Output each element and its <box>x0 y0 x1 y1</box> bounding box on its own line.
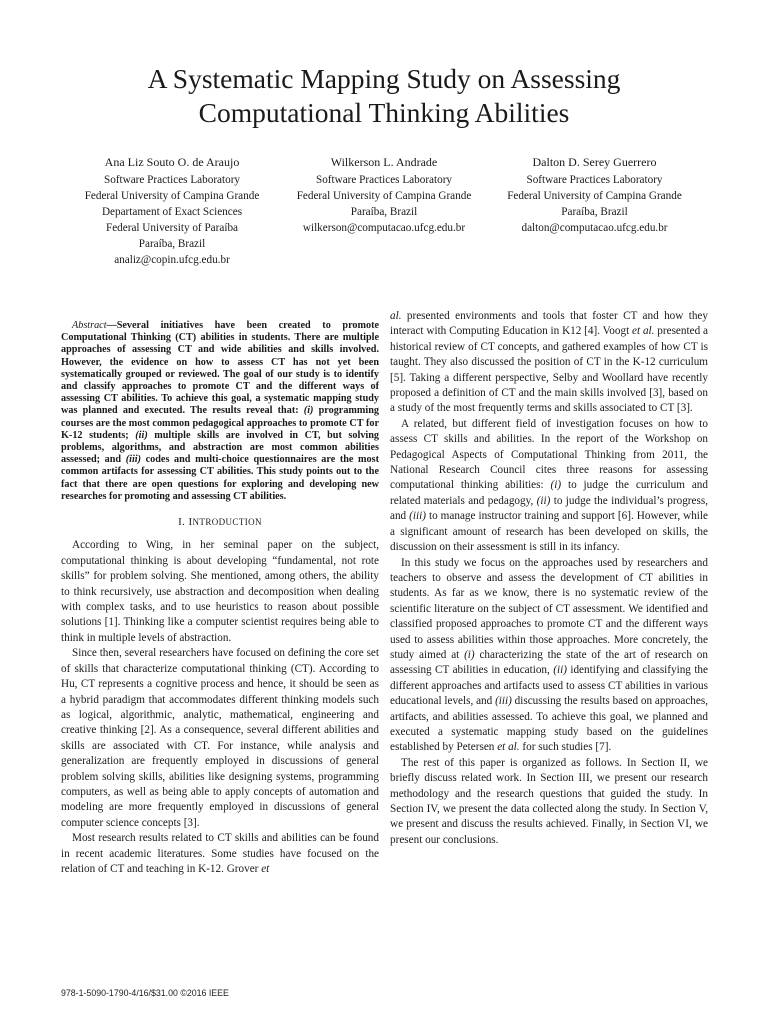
author-affiliation: Federal University of Paraíba <box>105 222 239 234</box>
author-affiliation: Software Practices Laboratory <box>315 174 453 186</box>
paragraph-text: discussing the results based on approaches, artifacts, and abilities assessed. To achieve this goal, we planned and executed a systematic mapping study based on the guidelines established by Petersen <box>390 695 708 754</box>
author-location: Paraíba, Brazil <box>350 206 418 218</box>
abstract-text: programming courses are the most common pedagogical approaches to promote CT for K-12 students; <box>61 405 379 441</box>
italic-text: et <box>261 862 270 875</box>
paragraph <box>390 309 708 417</box>
paragraph <box>61 831 379 877</box>
author-block-1 <box>72 154 272 268</box>
abstract-dash: — <box>106 320 117 331</box>
paragraph: According to Wing, in her seminal paper on the subject, computational thinking is about developing “fundamental, not rote skills” for problem solving. She mentioned, among others, the ability to think recursively, use abstraction and decomposition when dealing with complex tasks, and to use heuristics to reason about possible solutions [1]. Thinking like a computer scientist requires being able to think in multiple levels of abstraction. <box>61 539 379 644</box>
author-block-3 <box>493 154 696 236</box>
paragraph-text: presented environments and tools that foster CT and how they interact with Computing Education in K12 [4]. Voogt <box>390 310 708 338</box>
abstract-enum: (i) <box>303 405 314 417</box>
section-number: I. I <box>178 516 193 529</box>
paragraph-text: presented a historical review of CT concepts, and gathered examples of how CT is taught. They also discussed the position of CT in the K-12 curriculum [5]. Taking a different perspective, Selby and Woollard have recently proposed a definition of CT and the main skills involved [3], based on a study of the most frequently terms and skills associated to CT [3]. <box>390 325 708 415</box>
author-block-2 <box>284 154 484 236</box>
author-affiliation: Software Practices Laboratory <box>526 174 663 186</box>
italic-text: (ii) <box>553 664 567 677</box>
title-line-2: Computational Thinking Abilities <box>198 97 570 128</box>
paragraph-text: Most research results related to CT skills and abilities can be found in recent academic literatures. Some studies have focused on the relation of CT and teaching in K-12. Grover <box>61 832 379 875</box>
author-affiliation: Departament of Exact Sciences <box>101 206 243 218</box>
author-location: Paraíba, Brazil <box>561 206 628 218</box>
paragraph: The rest of this paper is organized as follows. In Section II, we briefly discuss related work. In Section III, we present our research methodology and the research questions that guided the study. In Section IV, we present the data collected along the study. In Section V, we present and discuss the results achieved. Finally, in Section VI, we present our conclusions. <box>390 756 708 846</box>
author-email: dalton@computacao.ufcg.edu.br <box>521 222 668 234</box>
author-affiliation: Federal University of Campina Grande <box>84 190 260 202</box>
paragraph-text: for such studies [7]. <box>519 741 612 754</box>
abstract-enum: (ii) <box>135 429 148 441</box>
author-name: Ana Liz Souto O. de Araujo <box>104 155 240 169</box>
abstract-enum: (iii) <box>125 454 142 466</box>
italic-text: (i) <box>464 648 475 661</box>
title-line-1: A Systematic Mapping Study on Assessing <box>147 63 621 94</box>
section-heading-introduction <box>61 515 379 530</box>
section-title: NTRODUCTION <box>192 517 262 528</box>
paragraph-text: identifying and classifying the different approaches and artifacts used to assess CT abilities in various educational levels, and <box>390 664 708 708</box>
author-name: Wilkerson L. Andrade <box>330 155 438 169</box>
right-column <box>390 309 708 848</box>
paper-title <box>40 62 728 130</box>
paragraph-text: A related, but different field of investigation focuses on how to assess CT skills and abilities. In the report of the Workshop on Pedagogical Aspects of Computational Thinking from 2011, the National Research Council cites three reasons for assessing computational thinking abilities: <box>390 417 708 492</box>
abstract <box>61 320 379 503</box>
author-email: analiz@copin.ufcg.edu.br <box>114 254 230 266</box>
paragraph <box>390 556 708 756</box>
abstract-label: Abstract <box>72 320 107 331</box>
italic-text: et al. <box>497 741 520 754</box>
author-location: Paraíba, Brazil <box>138 238 206 250</box>
italic-text: al. <box>390 310 402 322</box>
abstract-text: codes and multi-choice questionnaires are the most common artifacts for assessing CT abilities. This study points out to the fact that there are open questions for exploring and developing new researches for promoting and assessing CT abilities. <box>61 454 379 502</box>
paragraph-text: to judge the individual’s progress, and <box>390 494 708 523</box>
italic-text: (iii) <box>495 695 512 708</box>
author-name: Dalton D. Serey Guerrero <box>532 155 657 169</box>
italic-text: (iii) <box>409 510 426 523</box>
paragraph-text: to judge the curriculum and related materials and pedagogy, <box>390 479 708 507</box>
author-email: wilkerson@computacao.ufcg.edu.br <box>302 222 466 234</box>
italic-text: (i) <box>550 479 562 492</box>
abstract-text: Several initiatives have been created to promote Computational Thinking (CT) abilities in students. There are multiple approaches of assessing CT and wide abilities and skills involved. However, the evidence on how to assess CT has not yet been systematically grouped or reviewed. The goal of our study is to identify and classify approaches to promote CT and the different ways of assessing CT abilities. To achieve this goal, a systematic mapping study was planned and executed. The results reveal that: <box>61 320 379 417</box>
paragraph-text: to manage instructor training and support [6]. However, while a significant amount of research has been developed on skills, the discussion on their assessment is still in its infancy. <box>390 510 708 554</box>
paragraph: Since then, several researchers have focused on defining the core set of skills that characterize computational thinking (CT). According to Hu, CT represents a cognitive process and hence, it should be seen as a hybrid paradigm that accommodates different thinking models such as logical, algorithmic, analytic, mathematical, engineering and creative thinking [2]. As a consequence, several different abilities and skills are associated with CT. For instance, while analysis and generalization are frequently employed in discussions of general problem solving skills, abilities like designing systems, programming computers, as well as being able to apply concepts of automation and modeling are more frequently employed in discussions of general computer science concepts [3]. <box>61 647 379 829</box>
paragraph <box>390 417 708 556</box>
abstract-text: multiple skills are involved in CT, but solving problems, algorithms, and abstraction are most common abilities assessed; and <box>61 429 379 466</box>
author-affiliation: Federal University of Campina Grande <box>296 190 472 202</box>
author-affiliation: Federal University of Campina Grande <box>507 190 682 202</box>
left-column <box>61 320 379 877</box>
author-affiliation: Software Practices Laboratory <box>103 174 241 186</box>
copyright-footer: 978-1-5090-1790-4/16/$31.00 ©2016 IEEE <box>61 988 229 998</box>
italic-text: (ii) <box>536 494 551 507</box>
paragraph-text: characterizing the state of the art of research on assessing CT abilities in education, <box>390 648 708 677</box>
italic-text: et al. <box>632 325 655 338</box>
paragraph-text: In this study we focus on the approaches used by researchers and teachers to observe and assess the development of CT abilities in students. As far as we know, there is no systematic review of the scientific literature on the subject of CT assessment. We identified and classified proposed approaches to promote CT and the different ways used to assess abilities within those approaches. More concretely, the study aimed at <box>390 556 708 661</box>
